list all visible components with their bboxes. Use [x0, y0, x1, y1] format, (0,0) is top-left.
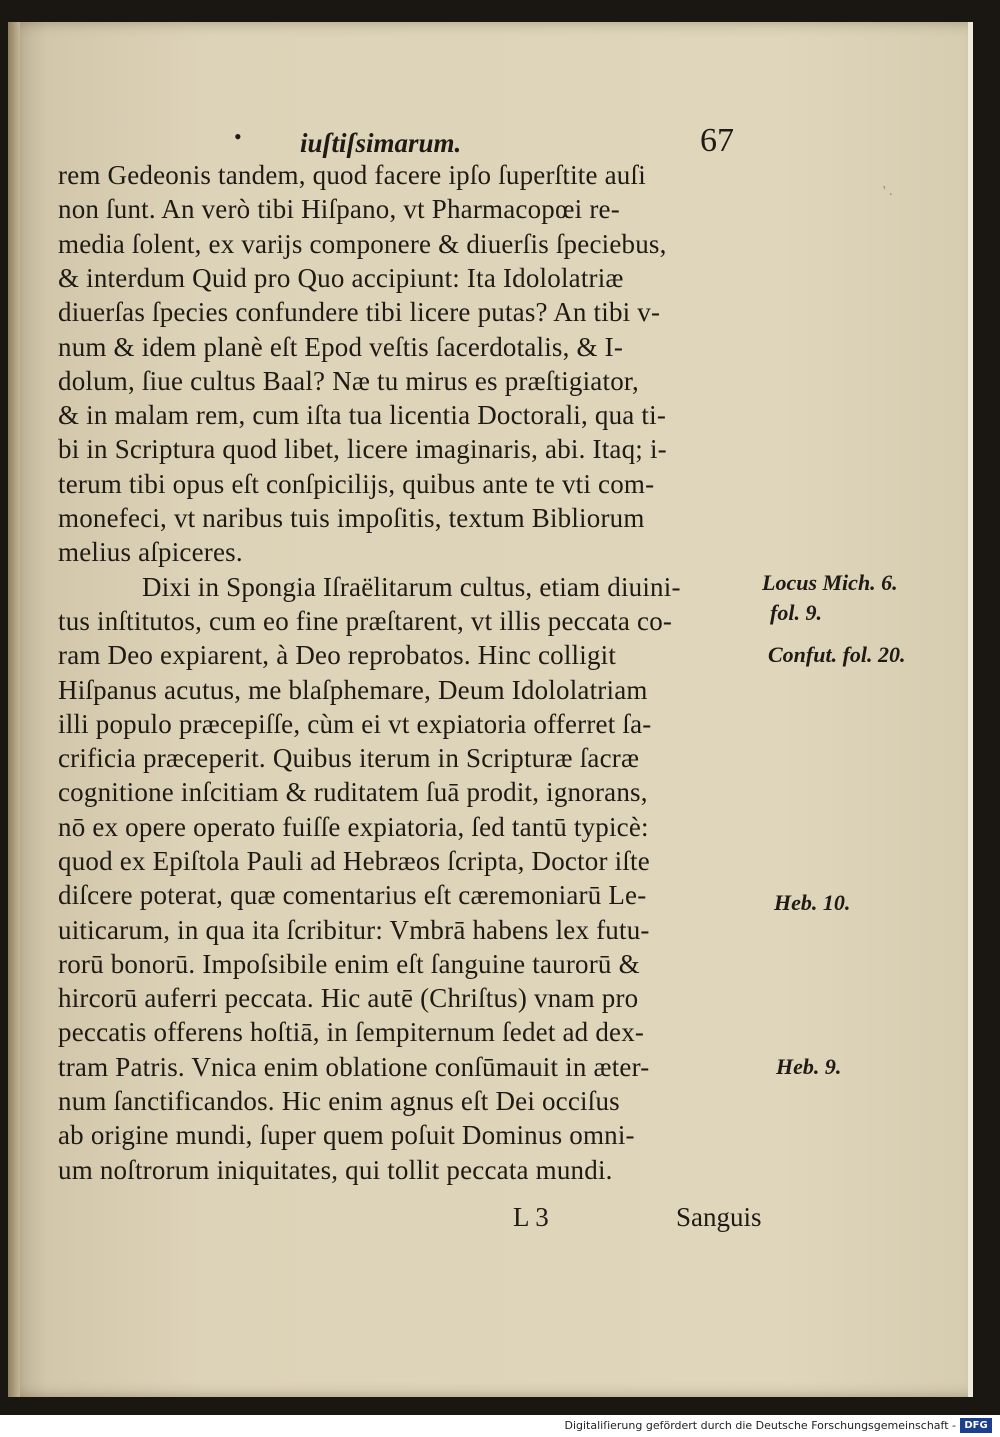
text-line: num ſanctificandos. Hic enim agnus eſt Dei occiſus: [58, 1086, 620, 1116]
text-line: Hiſpanus acutus, me blaſphemare, Deum Idololatriam: [58, 675, 648, 705]
page-number: 67: [700, 122, 734, 159]
header-dot: •: [234, 124, 242, 149]
page-edge: [968, 22, 973, 1397]
text-line: monefeci, vt naribus tuis impoſitis, textum Bibliorum: [58, 503, 645, 533]
text-line: media ſolent, ex varijs componere & diuerſis ſpeciebus,: [58, 229, 667, 259]
funding-credit: Digitaliſierung gefördert durch die Deutsche Forschungsgemeinschaft -: [564, 1419, 956, 1432]
margin-note: Heb. 10.: [774, 890, 851, 915]
text-line: nō ex opere operato fuiſſe expiatoria, ſed tantū typicè:: [58, 812, 649, 842]
margin-note: Confut. fol. 20.: [768, 642, 906, 667]
catchword: Sanguis: [676, 1202, 762, 1232]
text-line: diuerſas ſpecies confundere tibi licere putas? An tibi v-: [58, 297, 661, 327]
text-line: hircorū auferri peccata. Hic autē (Chriſtus) vnam pro: [58, 983, 639, 1013]
text-line: & in malam rem, cum iſta tua licentia Doctorali, qua ti-: [58, 400, 667, 430]
ink-smudge: ' .: [883, 184, 893, 199]
text-line: peccatis offerens hoſtiā, in ſempiternum ſedet ad dex-: [58, 1017, 645, 1047]
text-line: diſcere poterat, quæ comentarius eſt cæremoniarū Le-: [58, 880, 647, 910]
text-line: illi populo præcepiſſe, cùm ei vt expiatoria offerret ſa-: [58, 709, 652, 739]
book-page: [8, 22, 973, 1397]
margin-note: Heb. 9.: [776, 1054, 842, 1079]
text-line: Dixi in Spongia Iſraëlitarum cultus, etiam diuini-: [142, 572, 681, 602]
text-line: rem Gedeonis tandem, quod facere ipſo ſuperſtite auſi: [58, 160, 646, 190]
margin-note: fol. 9.: [770, 600, 822, 625]
text-line: melius aſpiceres.: [58, 537, 243, 567]
text-line: tram Patris. Vnica enim oblatione conſūmauit in æter-: [58, 1052, 650, 1082]
text-line: & interdum Quid pro Quo accipiunt: Ita Idololatriæ: [58, 263, 624, 293]
text-line: crificia præceperit. Quibus iterum in Scripturæ ſacræ: [58, 743, 640, 773]
dfg-logo: DFG: [960, 1418, 992, 1433]
text-line: ram Deo expiarent, à Deo reprobatos. Hinc colligit: [58, 640, 617, 670]
text-line: ab origine mundi, ſuper quem poſuit Dominus omni-: [58, 1120, 635, 1150]
text-line: quod ex Epiſtola Pauli ad Hebræos ſcripta, Doctor iſte: [58, 846, 650, 876]
text-line: dolum, ſiue cultus Baal? Næ tu mirus es præſtigiator,: [58, 366, 639, 396]
text-line: rorū bonorū. Impoſsibile enim eſt ſanguine taurorū &: [58, 949, 640, 979]
margin-note: Locus Mich. 6.: [762, 570, 898, 595]
footer-bar: [0, 1415, 1000, 1437]
text-line: uiticarum, in qua ita ſcribitur: Vmbrā habens lex futu-: [58, 915, 650, 945]
text-line: terum tibi opus eſt conſpicilijs, quibus ante te vti com-: [58, 469, 655, 499]
page-gutter: [8, 22, 20, 1397]
text-line: non ſunt. An verò tibi Hiſpano, vt Pharmacopœi re-: [58, 194, 620, 224]
running-title: iuſtiſsimarum.: [300, 128, 462, 158]
signature-mark: L 3: [513, 1202, 549, 1232]
text-line: num & idem planè eſt Epod veſtis ſacerdotalis, & I-: [58, 332, 624, 362]
text-line: tus inſtitutos, cum eo fine præſtarent, vt illis peccata co-: [58, 606, 673, 636]
text-line: bi in Scriptura quod libet, licere imaginaris, abi. Itaq; i-: [58, 434, 667, 464]
text-line: um noſtrorum iniquitates, qui tollit peccata mundi.: [58, 1155, 613, 1185]
text-line: cognitione inſcitiam & ruditatem ſuā prodit, ignorans,: [58, 777, 648, 807]
